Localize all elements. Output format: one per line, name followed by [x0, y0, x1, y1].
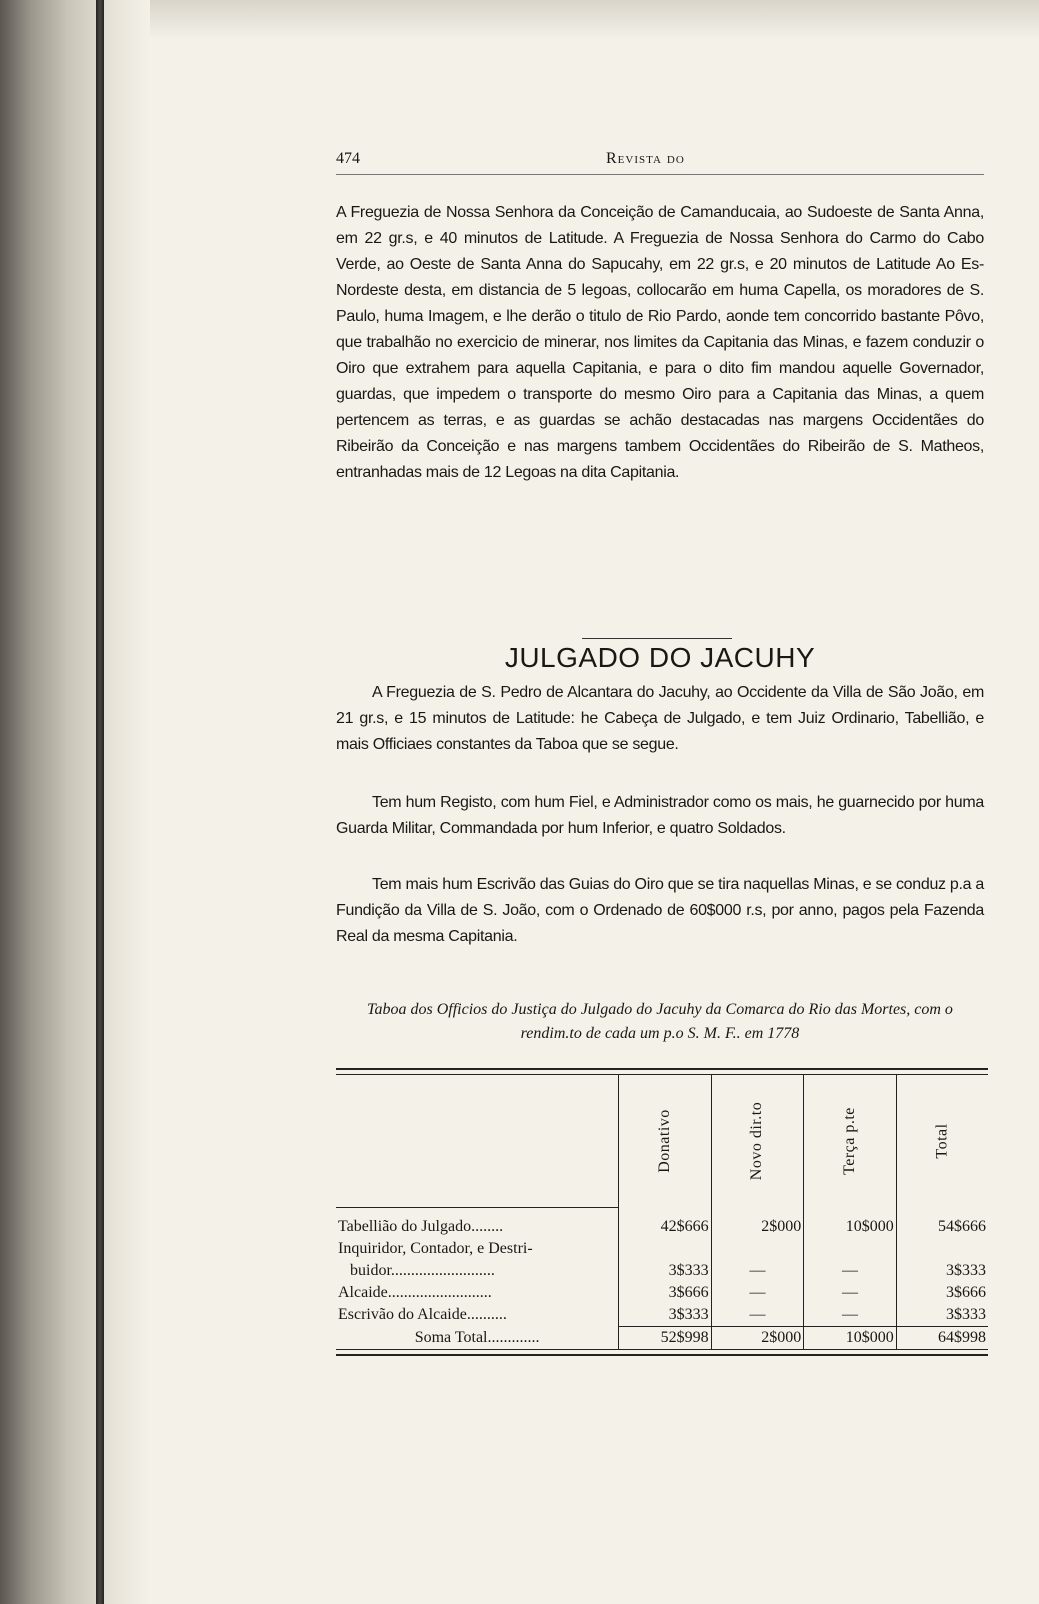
paragraph-jacuhy: A Freguezia de S. Pedro de Alcantara do Jacuhy, ao Occidente da Villa de São João, em 21 gr.s, e 15 minutos de Latitude: he Cabeça de Julgado, e tem Juiz Ordinario, Tabellião, e mais Officiaes constantes da Taboa que se segue.	[336, 684, 984, 753]
section-divider	[582, 638, 732, 639]
cell-novo: —	[711, 1282, 804, 1304]
officios-table-wrap	[336, 1068, 988, 1356]
section-title: JULGADO DO JACUHY	[504, 642, 816, 673]
cell-terca	[804, 1238, 896, 1260]
cell-total: 3$333	[896, 1304, 988, 1327]
total-label: Soma Total.............	[414, 1328, 540, 1346]
col-header-terca: Terça p.te	[804, 1075, 896, 1208]
cell-donativo: 42$666	[619, 1208, 711, 1239]
cell-donativo	[619, 1238, 711, 1260]
row-label: Tabellião do Julgado........	[338, 1218, 504, 1235]
cell-novo: 2$000	[711, 1208, 804, 1239]
table-row	[336, 1282, 988, 1304]
col-header-novo: Novo dir.to	[711, 1075, 804, 1208]
col-header-total: Total	[896, 1075, 988, 1208]
table-top-rule	[336, 1068, 988, 1075]
row-label-header	[336, 1075, 619, 1208]
officios-table	[336, 1075, 988, 1349]
table-row	[336, 1260, 988, 1282]
running-title: Revista do	[606, 150, 685, 167]
cell-terca: —	[804, 1282, 896, 1304]
cell-novo	[711, 1238, 804, 1260]
table-total-row	[336, 1327, 988, 1350]
table-row	[336, 1304, 988, 1327]
cell-terca: —	[804, 1304, 896, 1327]
col-header-donativo: Donativo	[619, 1075, 711, 1208]
table-row	[336, 1238, 988, 1260]
table-row	[336, 1208, 988, 1239]
row-label: Inquiridor, Contador, e Destri-	[338, 1240, 533, 1257]
cell-total: 54$666	[896, 1208, 988, 1239]
cell-total	[896, 1238, 988, 1260]
table-caption: Taboa dos Officios do Justiça do Julgado do Jacuhy da Comarca do Rio das Mortes, com o rendim.to de cada um p.o S. M. F.. em 1778	[367, 1001, 953, 1042]
cell-donativo: 3$666	[619, 1282, 711, 1304]
total-terca: 10$000	[804, 1327, 896, 1350]
book-spine-shadow	[0, 0, 150, 1604]
table-bottom-rule	[336, 1349, 988, 1356]
cell-total: 3$333	[896, 1260, 988, 1282]
paragraph-freguezias: A Freguezia de Nossa Senhora da Conceição de Camanducaia, ao Sudoeste de Santa Anna, em 22 gr.s, e 40 minutos de Latitude. A Freguezia de Nossa Senhora do Carmo do Cabo Verde, ao Oeste de Santa Anna do Sapucahy, em 22 gr.s, e 20 minutos de Latitude Ao Es-Nordeste desta, em distancia de 5 legoas, collocarão em huma Capella, os moradores de S. Paulo, huma Imagem, e lhe derão o titulo de Rio Pardo, aonde tem concorrido bastante Pôvo, que trabalhão no exercicio de minerar, nos limites da Capitania das Minas, e fazem conduzir o Oiro que extrahem para aquella Capitania, e para o dito fim mandou aquelle Governador, guardas, que impedem o transporte do mesmo Oiro para a Capitania das Minas, a quem pertencem as terras, e as guardas se achão destacadas nas margens Occidentães do Ribeirão da Conceição e nas margens tambem Occidentães do Ribeirão de S. Matheos, entranhadas mais de 12 Legoas na dita Capitania.	[336, 204, 984, 481]
row-label: Alcaide..........................	[338, 1284, 492, 1301]
cell-total: 3$666	[896, 1282, 988, 1304]
paragraph-registo: Tem hum Registo, com hum Fiel, e Administrador como os mais, he guarnecido por huma Guarda Militar, Commandada por hum Inferior, e quatro Soldados.	[336, 794, 984, 837]
cell-donativo: 3$333	[619, 1260, 711, 1282]
page	[336, 150, 986, 1346]
page-number: 474	[336, 150, 360, 167]
total-donativo: 52$998	[619, 1327, 711, 1350]
paragraph-escrivao: Tem mais hum Escrivão das Guias do Oiro que se tira naquellas Minas, e se conduz p.a a Fundição da Villa de S. João, com o Ordenado de 60$000 r.s, por anno, pagos pela Fazenda Real da mesma Capitania.	[336, 876, 984, 945]
row-label: Escrivão do Alcaide..........	[338, 1306, 507, 1324]
gutter-line	[96, 0, 104, 1604]
cell-novo: —	[711, 1260, 804, 1282]
top-shadow	[150, 0, 1039, 40]
running-header	[336, 150, 984, 175]
cell-donativo: 3$333	[619, 1304, 711, 1327]
cell-terca: 10$000	[804, 1208, 896, 1239]
row-label: buidor..........................	[350, 1262, 495, 1279]
cell-novo: —	[711, 1304, 804, 1327]
total-total: 64$998	[896, 1327, 988, 1350]
cell-terca: —	[804, 1260, 896, 1282]
total-novo: 2$000	[711, 1327, 804, 1350]
